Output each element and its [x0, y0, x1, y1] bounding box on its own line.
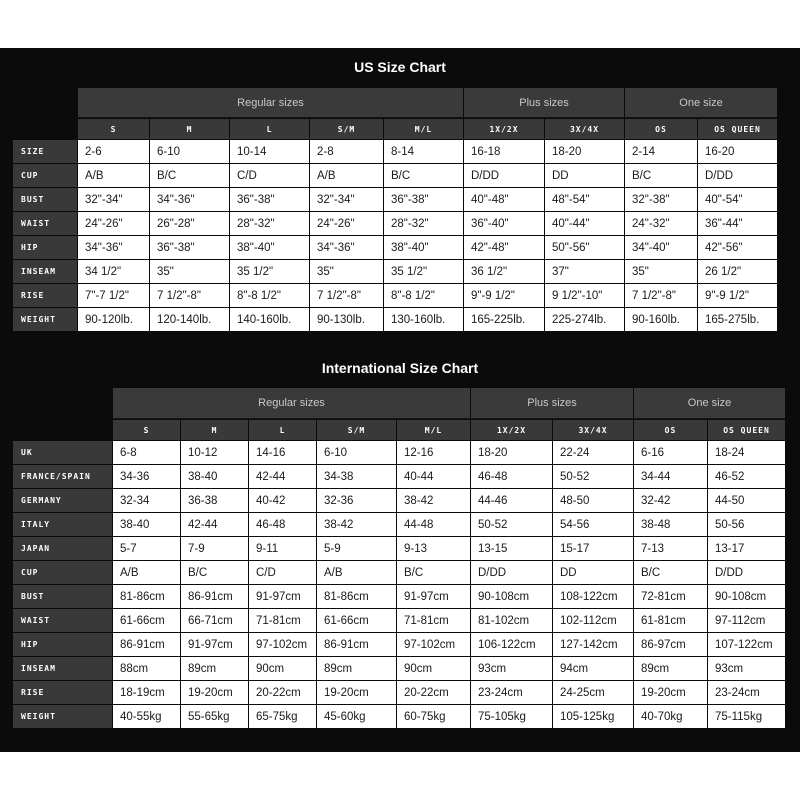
- table-row: [13, 681, 785, 704]
- table-cell: 93cm: [708, 657, 785, 680]
- row-label: UK: [13, 441, 112, 464]
- table-cell: 71-81cm: [397, 609, 470, 632]
- size-header: S/M: [310, 119, 383, 139]
- table-cell: 35": [150, 260, 229, 283]
- table-row: [13, 284, 777, 307]
- intl-size-table: [12, 387, 786, 729]
- size-header: S: [78, 119, 149, 139]
- row-label: WEIGHT: [13, 308, 77, 331]
- table-cell: 35 1/2": [230, 260, 309, 283]
- table-cell: 42-44: [249, 465, 316, 488]
- table-cell: 24"-26": [310, 212, 383, 235]
- table-cell: 36"-40": [464, 212, 544, 235]
- size-header: S: [113, 420, 180, 440]
- table-cell: 10-14: [230, 140, 309, 163]
- table-cell: 5-7: [113, 537, 180, 560]
- table-cell: 40"-54": [698, 188, 777, 211]
- table-cell: 40-70kg: [634, 705, 707, 728]
- size-header: M: [150, 119, 229, 139]
- table-cell: 8-14: [384, 140, 463, 163]
- table-cell: 61-66cm: [317, 609, 396, 632]
- table-cell: 2-8: [310, 140, 383, 163]
- table-cell: DD: [553, 561, 633, 584]
- table-cell: 6-8: [113, 441, 180, 464]
- table-cell: B/C: [181, 561, 248, 584]
- table-cell: 36 1/2": [464, 260, 544, 283]
- table-cell: 54-56: [553, 513, 633, 536]
- size-header: OS: [634, 420, 707, 440]
- table-cell: D/DD: [464, 164, 544, 187]
- table-cell: 40-55kg: [113, 705, 180, 728]
- table-cell: 5-9: [317, 537, 396, 560]
- table-cell: 90cm: [249, 657, 316, 680]
- table-cell: 44-48: [397, 513, 470, 536]
- table-row: [13, 308, 777, 331]
- row-label: RISE: [13, 681, 112, 704]
- table-cell: 7 1/2"-8": [625, 284, 697, 307]
- table-cell: 40-44: [397, 465, 470, 488]
- row-label: BUST: [13, 188, 77, 211]
- table-cell: 225-274lb.: [545, 308, 624, 331]
- table-cell: 88cm: [113, 657, 180, 680]
- table-cell: 10-12: [181, 441, 248, 464]
- size-header-row: [13, 420, 785, 440]
- table-cell: 7"-7 1/2": [78, 284, 149, 307]
- table-cell: 32-36: [317, 489, 396, 512]
- table-row: [13, 489, 785, 512]
- table-cell: 90-108cm: [471, 585, 552, 608]
- table-cell: A/B: [310, 164, 383, 187]
- table-cell: A/B: [113, 561, 180, 584]
- row-label: ITALY: [13, 513, 112, 536]
- table-cell: 81-86cm: [113, 585, 180, 608]
- table-cell: 38-48: [634, 513, 707, 536]
- table-cell: 127-142cm: [553, 633, 633, 656]
- row-label: WAIST: [13, 609, 112, 632]
- table-cell: C/D: [230, 164, 309, 187]
- row-label: HIP: [13, 236, 77, 259]
- size-header: M/L: [397, 420, 470, 440]
- table-cell: 7 1/2"-8": [310, 284, 383, 307]
- table-cell: 14-16: [249, 441, 316, 464]
- table-cell: 106-122cm: [471, 633, 552, 656]
- table-cell: 86-91cm: [317, 633, 396, 656]
- table-cell: 50-56: [708, 513, 785, 536]
- table-cell: 86-91cm: [181, 585, 248, 608]
- table-cell: 26 1/2": [698, 260, 777, 283]
- table-row: [13, 236, 777, 259]
- group-plus-sizes: Plus sizes: [471, 388, 633, 419]
- table-cell: 102-112cm: [553, 609, 633, 632]
- row-label: BUST: [13, 585, 112, 608]
- table-cell: 9"-9 1/2": [698, 284, 777, 307]
- table-row: [13, 212, 777, 235]
- table-cell: 81-102cm: [471, 609, 552, 632]
- table-cell: 32"-34": [310, 188, 383, 211]
- table-cell: 165-225lb.: [464, 308, 544, 331]
- table-cell: 140-160lb.: [230, 308, 309, 331]
- table-cell: 32"-34": [78, 188, 149, 211]
- table-cell: D/DD: [708, 561, 785, 584]
- table-cell: 48"-54": [545, 188, 624, 211]
- group-one-size: One size: [625, 88, 777, 118]
- table-cell: DD: [545, 164, 624, 187]
- table-cell: 26"-28": [150, 212, 229, 235]
- row-label: WAIST: [13, 212, 77, 235]
- table-cell: 32"-38": [625, 188, 697, 211]
- table-cell: 2-14: [625, 140, 697, 163]
- table-cell: 50"-56": [545, 236, 624, 259]
- table-cell: 36"-38": [230, 188, 309, 211]
- size-header-row: [13, 119, 777, 139]
- table-cell: 6-16: [634, 441, 707, 464]
- table-cell: 37": [545, 260, 624, 283]
- table-cell: 35": [310, 260, 383, 283]
- table-cell: 34-36: [113, 465, 180, 488]
- table-cell: 16-20: [698, 140, 777, 163]
- table-cell: 34"-36": [150, 188, 229, 211]
- table-row: [13, 164, 777, 187]
- row-label: CUP: [13, 164, 77, 187]
- table-cell: 40-42: [249, 489, 316, 512]
- table-cell: B/C: [384, 164, 463, 187]
- table-row: [13, 633, 785, 656]
- table-cell: 38"-40": [230, 236, 309, 259]
- table-cell: 34-44: [634, 465, 707, 488]
- table-cell: 91-97cm: [181, 633, 248, 656]
- table-cell: 55-65kg: [181, 705, 248, 728]
- size-header: OS: [625, 119, 697, 139]
- table-cell: 36"-38": [384, 188, 463, 211]
- table-cell: 20-22cm: [249, 681, 316, 704]
- table-cell: 38-40: [181, 465, 248, 488]
- corner-blank: [13, 388, 112, 419]
- group-one-size: One size: [634, 388, 785, 419]
- table-cell: 91-97cm: [397, 585, 470, 608]
- table-cell: 35": [625, 260, 697, 283]
- row-label: INSEAM: [13, 260, 77, 283]
- table-cell: 42-44: [181, 513, 248, 536]
- size-header: L: [230, 119, 309, 139]
- table-cell: B/C: [150, 164, 229, 187]
- table-cell: 19-20cm: [317, 681, 396, 704]
- table-cell: 44-50: [708, 489, 785, 512]
- table-row: [13, 260, 777, 283]
- size-header: OS QUEEN: [708, 420, 785, 440]
- table-cell: 23-24cm: [708, 681, 785, 704]
- table-cell: 7-13: [634, 537, 707, 560]
- table-cell: 38-42: [317, 513, 396, 536]
- table-cell: 9 1/2"-10": [545, 284, 624, 307]
- row-label: SIZE: [13, 140, 77, 163]
- table-cell: 71-81cm: [249, 609, 316, 632]
- row-label: HIP: [13, 633, 112, 656]
- table-cell: 36-38: [181, 489, 248, 512]
- table-cell: 81-86cm: [317, 585, 396, 608]
- row-label: GERMANY: [13, 489, 112, 512]
- table-row: [13, 609, 785, 632]
- table-cell: 120-140lb.: [150, 308, 229, 331]
- table-cell: A/B: [78, 164, 149, 187]
- table-cell: 34"-36": [310, 236, 383, 259]
- corner-blank: [13, 88, 77, 118]
- row-label: JAPAN: [13, 537, 112, 560]
- us-size-table: [12, 87, 778, 332]
- size-header: 1X/2X: [464, 119, 544, 139]
- table-cell: 86-91cm: [113, 633, 180, 656]
- table-cell: 61-81cm: [634, 609, 707, 632]
- table-cell: 90-130lb.: [310, 308, 383, 331]
- table-cell: 7 1/2"-8": [150, 284, 229, 307]
- table-cell: 40"-44": [545, 212, 624, 235]
- table-cell: D/DD: [471, 561, 552, 584]
- table-cell: 7-9: [181, 537, 248, 560]
- table-cell: 61-66cm: [113, 609, 180, 632]
- table-cell: 94cm: [553, 657, 633, 680]
- size-header: M/L: [384, 119, 463, 139]
- corner-blank: [13, 420, 112, 440]
- table-cell: 20-22cm: [397, 681, 470, 704]
- table-cell: 13-17: [708, 537, 785, 560]
- table-cell: 38-42: [397, 489, 470, 512]
- row-label: INSEAM: [13, 657, 112, 680]
- table-cell: 2-6: [78, 140, 149, 163]
- table-row: [13, 537, 785, 560]
- table-cell: 34"-40": [625, 236, 697, 259]
- table-cell: 36"-44": [698, 212, 777, 235]
- table-cell: 40"-48": [464, 188, 544, 211]
- table-cell: 89cm: [317, 657, 396, 680]
- table-row: [13, 657, 785, 680]
- table-cell: 19-20cm: [634, 681, 707, 704]
- table-cell: 36"-38": [150, 236, 229, 259]
- table-cell: 18-20: [471, 441, 552, 464]
- table-cell: 50-52: [471, 513, 552, 536]
- table-cell: 12-16: [397, 441, 470, 464]
- table-row: [13, 585, 785, 608]
- table-cell: 9-13: [397, 537, 470, 560]
- size-header: 3X/4X: [545, 119, 624, 139]
- table-cell: 46-48: [249, 513, 316, 536]
- table-cell: 15-17: [553, 537, 633, 560]
- table-cell: 90-160lb.: [625, 308, 697, 331]
- table-cell: 28"-32": [384, 212, 463, 235]
- table-cell: 90-108cm: [708, 585, 785, 608]
- size-header: L: [249, 420, 316, 440]
- table-cell: 34-38: [317, 465, 396, 488]
- table-cell: 48-50: [553, 489, 633, 512]
- table-cell: 105-125kg: [553, 705, 633, 728]
- table-cell: 50-52: [553, 465, 633, 488]
- table-cell: 35 1/2": [384, 260, 463, 283]
- size-header: M: [181, 420, 248, 440]
- group-regular-sizes: Regular sizes: [78, 88, 463, 118]
- table-cell: 108-122cm: [553, 585, 633, 608]
- table-cell: 42"-56": [698, 236, 777, 259]
- size-header: 3X/4X: [553, 420, 633, 440]
- table-cell: 75-115kg: [708, 705, 785, 728]
- table-cell: A/B: [317, 561, 396, 584]
- row-label: RISE: [13, 284, 77, 307]
- table-cell: 6-10: [317, 441, 396, 464]
- table-cell: 91-97cm: [249, 585, 316, 608]
- table-cell: 8"-8 1/2": [230, 284, 309, 307]
- table-cell: 130-160lb.: [384, 308, 463, 331]
- row-label: WEIGHT: [13, 705, 112, 728]
- table-cell: 18-19cm: [113, 681, 180, 704]
- table-cell: 9"-9 1/2": [464, 284, 544, 307]
- table-cell: 66-71cm: [181, 609, 248, 632]
- table-cell: 60-75kg: [397, 705, 470, 728]
- table-cell: D/DD: [698, 164, 777, 187]
- table-cell: 18-20: [545, 140, 624, 163]
- table-cell: 38-40: [113, 513, 180, 536]
- group-regular-sizes: Regular sizes: [113, 388, 470, 419]
- table-cell: 9-11: [249, 537, 316, 560]
- table-cell: 107-122cm: [708, 633, 785, 656]
- us-chart-title: US Size Chart: [354, 59, 446, 75]
- table-cell: 16-18: [464, 140, 544, 163]
- table-row: [13, 188, 777, 211]
- group-header-row: [13, 88, 777, 118]
- table-cell: 23-24cm: [471, 681, 552, 704]
- table-cell: 46-52: [708, 465, 785, 488]
- table-cell: 97-102cm: [397, 633, 470, 656]
- table-cell: 72-81cm: [634, 585, 707, 608]
- table-cell: 28"-32": [230, 212, 309, 235]
- table-cell: B/C: [397, 561, 470, 584]
- row-label: FRANCE/SPAIN: [13, 465, 112, 488]
- table-cell: 45-60kg: [317, 705, 396, 728]
- size-header: 1X/2X: [471, 420, 552, 440]
- table-row: [13, 705, 785, 728]
- table-row: [13, 441, 785, 464]
- group-plus-sizes: Plus sizes: [464, 88, 624, 118]
- table-cell: 46-48: [471, 465, 552, 488]
- table-cell: 65-75kg: [249, 705, 316, 728]
- intl-chart-title: International Size Chart: [321, 360, 479, 376]
- table-cell: 90-120lb.: [78, 308, 149, 331]
- table-cell: 32-34: [113, 489, 180, 512]
- table-cell: B/C: [625, 164, 697, 187]
- table-row: [13, 140, 777, 163]
- table-cell: 44-46: [471, 489, 552, 512]
- size-header: OS QUEEN: [698, 119, 777, 139]
- table-cell: 18-24: [708, 441, 785, 464]
- table-row: [13, 561, 785, 584]
- table-cell: 86-97cm: [634, 633, 707, 656]
- table-cell: 13-15: [471, 537, 552, 560]
- table-cell: 34 1/2": [78, 260, 149, 283]
- table-cell: 38"-40": [384, 236, 463, 259]
- row-label: CUP: [13, 561, 112, 584]
- table-cell: 90cm: [397, 657, 470, 680]
- table-row: [13, 465, 785, 488]
- table-row: [13, 513, 785, 536]
- table-cell: 22-24: [553, 441, 633, 464]
- table-cell: 19-20cm: [181, 681, 248, 704]
- corner-blank: [13, 119, 77, 139]
- table-cell: 6-10: [150, 140, 229, 163]
- table-cell: 97-112cm: [708, 609, 785, 632]
- table-cell: 24-25cm: [553, 681, 633, 704]
- table-cell: 89cm: [634, 657, 707, 680]
- table-cell: 8"-8 1/2": [384, 284, 463, 307]
- table-cell: 89cm: [181, 657, 248, 680]
- table-cell: 24"-26": [78, 212, 149, 235]
- group-header-row: [13, 388, 785, 419]
- table-cell: 75-105kg: [471, 705, 552, 728]
- table-cell: 34"-36": [78, 236, 149, 259]
- size-header: S/M: [317, 420, 396, 440]
- table-cell: 93cm: [471, 657, 552, 680]
- table-cell: 97-102cm: [249, 633, 316, 656]
- table-cell: C/D: [249, 561, 316, 584]
- table-cell: B/C: [634, 561, 707, 584]
- table-cell: 24"-32": [625, 212, 697, 235]
- table-cell: 42"-48": [464, 236, 544, 259]
- table-cell: 165-275lb.: [698, 308, 777, 331]
- table-cell: 32-42: [634, 489, 707, 512]
